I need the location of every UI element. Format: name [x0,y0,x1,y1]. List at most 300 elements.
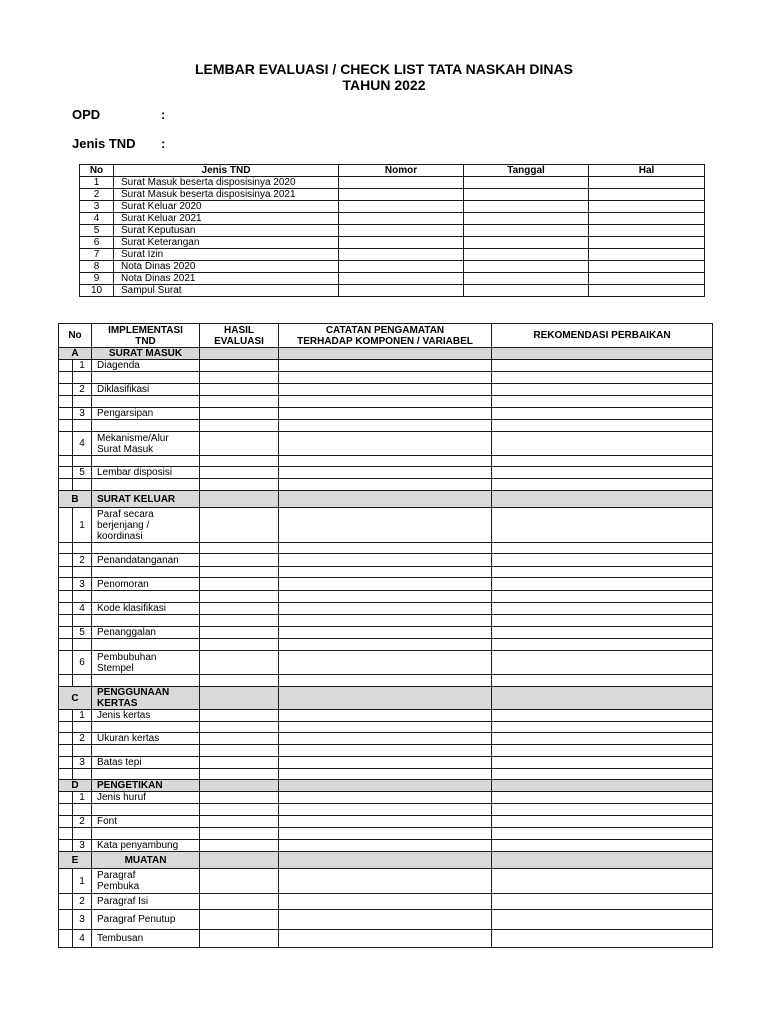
spacer-cell [200,479,279,491]
hasil-cell [200,792,279,804]
spacer-cell [492,804,713,816]
spacer-row [59,591,713,603]
catatan-cell [279,869,492,894]
item-row [59,603,713,615]
tnd-row [80,213,705,225]
item-indent-cell [59,408,73,420]
tnd-row [80,237,705,249]
tnd-tanggal-cell [464,273,589,285]
spacer-cell [92,543,200,554]
tnd-nomor-cell [339,225,464,237]
spacer-cell [92,615,200,627]
catatan-cell [279,360,492,372]
spacer-row [59,396,713,408]
catatan-cell [279,578,492,591]
eval-header-no: No [59,324,92,348]
item-label: Lembar disposisi [92,467,200,479]
rekomendasi-cell [492,384,713,396]
tnd-no: 2 [80,189,114,201]
item-number: 1 [73,710,92,722]
spacer-cell [279,769,492,780]
jenis-tnd-colon: : [161,136,166,151]
catatan-cell [279,816,492,828]
spacer-cell [92,722,200,733]
tnd-hal-cell [589,201,705,213]
item-number: 1 [73,508,92,543]
document-title: LEMBAR EVALUASI / CHECK LIST TATA NASKAH DINAS [195,61,573,77]
tnd-hal-cell [589,261,705,273]
catatan-cell [279,840,492,852]
evaluation-table [58,323,713,948]
jenis-tnd-label: Jenis TND [72,136,136,151]
item-label: Tembusan [92,930,200,948]
item-indent-cell [59,733,73,745]
spacer-cell [59,675,73,687]
section-letter: E [59,852,92,869]
eval-header-rekomendasi: REKOMENDASI PERBAIKAN [492,324,713,348]
spacer-cell [279,396,492,408]
spacer-cell [200,769,279,780]
rekomendasi-cell [492,554,713,567]
tnd-jenis: Surat Keputusan [114,225,339,237]
eval-header-row [59,324,713,348]
spacer-cell [59,567,73,578]
section-title: PENGETIKAN [92,780,200,792]
section-title: PENGGUNAAN KERTAS [92,687,200,710]
item-row [59,840,713,852]
spacer-cell [73,769,92,780]
spacer-cell [200,615,279,627]
jenis-tnd-table [79,164,705,297]
tnd-no: 9 [80,273,114,285]
item-row [59,869,713,894]
catatan-cell [279,627,492,639]
spacer-cell [200,543,279,554]
spacer-cell [59,745,73,757]
tnd-tanggal-cell [464,177,589,189]
spacer-cell [492,769,713,780]
spacer-cell [492,456,713,467]
item-row [59,508,713,543]
tnd-hal-cell [589,213,705,225]
item-number: 5 [73,467,92,479]
tnd-hal-cell [589,249,705,261]
hasil-cell [200,508,279,543]
tnd-jenis: Sampul Surat [114,285,339,297]
spacer-cell [59,828,73,840]
spacer-cell [492,543,713,554]
tnd-nomor-cell [339,261,464,273]
tnd-no: 10 [80,285,114,297]
tnd-row [80,261,705,273]
item-number: 3 [73,578,92,591]
tnd-no: 1 [80,177,114,189]
spacer-cell [59,543,73,554]
item-label: Jenis kertas [92,710,200,722]
spacer-cell [492,828,713,840]
spacer-cell [279,745,492,757]
section-hasil-cell [200,780,279,792]
tnd-tanggal-cell [464,213,589,225]
section-row-d [59,780,713,792]
tnd-hal-cell [589,285,705,297]
item-number: 3 [73,910,92,930]
item-row [59,554,713,567]
tnd-no: 4 [80,213,114,225]
tnd-jenis: Surat Keterangan [114,237,339,249]
spacer-row [59,769,713,780]
item-label: Mekanisme/Alur Surat Masuk [92,432,200,456]
item-indent-cell [59,930,73,948]
item-indent-cell [59,757,73,769]
item-label: Diagenda [92,360,200,372]
item-number: 2 [73,816,92,828]
section-catatan-cell [279,852,492,869]
rekomendasi-cell [492,757,713,769]
catatan-cell [279,792,492,804]
spacer-cell [200,372,279,384]
catatan-cell [279,554,492,567]
spacer-cell [73,722,92,733]
tnd-hal-cell [589,177,705,189]
spacer-cell [73,396,92,408]
section-hasil-cell [200,348,279,360]
spacer-row [59,372,713,384]
hasil-cell [200,816,279,828]
spacer-cell [59,456,73,467]
spacer-cell [59,396,73,408]
spacer-cell [200,639,279,651]
item-number: 2 [73,384,92,396]
tnd-row [80,285,705,297]
spacer-row [59,615,713,627]
catatan-cell [279,508,492,543]
tnd-hal-cell [589,189,705,201]
item-label: Kata penyambung [92,840,200,852]
hasil-cell [200,733,279,745]
rekomendasi-cell [492,508,713,543]
rekomendasi-cell [492,869,713,894]
item-indent-cell [59,508,73,543]
spacer-cell [279,675,492,687]
catatan-cell [279,733,492,745]
hasil-cell [200,910,279,930]
rekomendasi-cell [492,627,713,639]
item-label: Penandatanganan [92,554,200,567]
tnd-nomor-cell [339,273,464,285]
spacer-cell [279,479,492,491]
item-row [59,894,713,910]
spacer-cell [73,567,92,578]
spacer-cell [59,615,73,627]
spacer-cell [492,591,713,603]
tnd-no: 8 [80,261,114,273]
tnd-jenis: Surat Masuk beserta disposisinya 2020 [114,177,339,189]
tnd-header-no: No [80,165,114,177]
spacer-cell [492,396,713,408]
catatan-cell [279,710,492,722]
opd-label: OPD [72,107,101,122]
spacer-cell [200,456,279,467]
section-rekomendasi-cell [492,687,713,710]
spacer-cell [92,745,200,757]
tnd-tanggal-cell [464,237,589,249]
tnd-nomor-cell [339,177,464,189]
spacer-cell [279,567,492,578]
rekomendasi-cell [492,910,713,930]
item-label: Pengarsipan [92,408,200,420]
item-row [59,792,713,804]
item-indent-cell [59,840,73,852]
catatan-cell [279,467,492,479]
item-label: Paragraf Pembuka [92,869,200,894]
section-letter: A [59,348,92,360]
tnd-nomor-cell [339,213,464,225]
item-label: Jenis huruf [92,792,200,804]
item-number: 5 [73,627,92,639]
tnd-no: 5 [80,225,114,237]
spacer-cell [279,828,492,840]
hasil-cell [200,603,279,615]
section-row-b [59,491,713,508]
spacer-row [59,479,713,491]
spacer-cell [492,722,713,733]
hasil-cell [200,432,279,456]
item-indent-cell [59,360,73,372]
tnd-row [80,225,705,237]
spacer-cell [73,615,92,627]
item-row [59,710,713,722]
rekomendasi-cell [492,930,713,948]
rekomendasi-cell [492,733,713,745]
spacer-cell [279,804,492,816]
spacer-cell [279,639,492,651]
hasil-cell [200,408,279,420]
item-label: Pembubuhan Stempel [92,651,200,675]
item-number: 3 [73,757,92,769]
hasil-cell [200,757,279,769]
rekomendasi-cell [492,360,713,372]
spacer-cell [92,456,200,467]
spacer-cell [59,591,73,603]
hasil-cell [200,869,279,894]
tnd-tanggal-cell [464,261,589,273]
item-indent-cell [59,869,73,894]
spacer-cell [200,420,279,432]
item-row [59,733,713,745]
spacer-cell [73,828,92,840]
rekomendasi-cell [492,651,713,675]
spacer-cell [92,639,200,651]
tnd-tanggal-cell [464,201,589,213]
spacer-cell [279,722,492,733]
spacer-cell [200,567,279,578]
item-row [59,651,713,675]
item-row [59,432,713,456]
item-indent-cell [59,816,73,828]
spacer-cell [492,479,713,491]
item-indent-cell [59,627,73,639]
item-indent-cell [59,651,73,675]
section-rekomendasi-cell [492,780,713,792]
spacer-cell [492,639,713,651]
item-label: Paraf secara berjenjang / koordinasi [92,508,200,543]
item-number: 2 [73,554,92,567]
spacer-cell [279,543,492,554]
item-label: Penomoran [92,578,200,591]
tnd-hal-cell [589,273,705,285]
spacer-cell [73,420,92,432]
tnd-jenis: Nota Dinas 2020 [114,261,339,273]
spacer-cell [92,675,200,687]
spacer-cell [59,722,73,733]
spacer-cell [92,828,200,840]
spacer-cell [59,804,73,816]
spacer-cell [279,420,492,432]
item-number: 4 [73,603,92,615]
item-row [59,578,713,591]
rekomendasi-cell [492,894,713,910]
item-label: Paragraf Penutup [92,910,200,930]
hasil-cell [200,554,279,567]
rekomendasi-cell [492,840,713,852]
spacer-cell [492,675,713,687]
spacer-cell [73,543,92,554]
tnd-header-nomor: Nomor [339,165,464,177]
spacer-row [59,804,713,816]
item-row [59,816,713,828]
section-row-c [59,687,713,710]
tnd-jenis: Surat Keluar 2021 [114,213,339,225]
tnd-header-jenis: Jenis TND [114,165,339,177]
item-indent-cell [59,554,73,567]
catatan-cell [279,894,492,910]
spacer-cell [200,591,279,603]
item-number: 2 [73,894,92,910]
rekomendasi-cell [492,603,713,615]
item-label: Penanggalan [92,627,200,639]
rekomendasi-cell [492,432,713,456]
spacer-cell [279,591,492,603]
section-rekomendasi-cell [492,491,713,508]
hasil-cell [200,384,279,396]
tnd-jenis: Surat Keluar 2020 [114,201,339,213]
tnd-nomor-cell [339,189,464,201]
tnd-row [80,249,705,261]
tnd-row [80,189,705,201]
hasil-cell [200,467,279,479]
item-row [59,360,713,372]
tnd-jenis: Surat Izin [114,249,339,261]
spacer-cell [59,639,73,651]
hasil-cell [200,710,279,722]
tnd-row [80,201,705,213]
spacer-row [59,639,713,651]
item-label: Font [92,816,200,828]
spacer-cell [92,769,200,780]
tnd-tanggal-cell [464,249,589,261]
spacer-cell [92,372,200,384]
spacer-cell [92,804,200,816]
item-label: Ukuran kertas [92,733,200,745]
spacer-cell [92,591,200,603]
tnd-header-tanggal: Tanggal [464,165,589,177]
section-row-a [59,348,713,360]
section-hasil-cell [200,687,279,710]
spacer-cell [492,567,713,578]
spacer-row [59,543,713,554]
item-row [59,757,713,769]
spacer-row [59,675,713,687]
section-catatan-cell [279,780,492,792]
rekomendasi-cell [492,710,713,722]
spacer-cell [92,567,200,578]
spacer-cell [492,615,713,627]
section-letter: B [59,491,92,508]
spacer-cell [59,479,73,491]
rekomendasi-cell [492,467,713,479]
catatan-cell [279,930,492,948]
tnd-nomor-cell [339,237,464,249]
catatan-cell [279,910,492,930]
section-letter: C [59,687,92,710]
hasil-cell [200,651,279,675]
hasil-cell [200,894,279,910]
section-title: SURAT MASUK [92,348,200,360]
item-number: 1 [73,792,92,804]
eval-header-hasil: HASIL EVALUASI [200,324,279,348]
tnd-header-row [80,165,705,177]
tnd-no: 7 [80,249,114,261]
spacer-cell [492,745,713,757]
eval-header-implementasi: IMPLEMENTASI TND [92,324,200,348]
catatan-cell [279,757,492,769]
spacer-row [59,722,713,733]
opd-colon: : [161,107,166,122]
tnd-nomor-cell [339,285,464,297]
rekomendasi-cell [492,816,713,828]
tnd-tanggal-cell [464,285,589,297]
section-hasil-cell [200,852,279,869]
spacer-cell [92,479,200,491]
tnd-header-hal: Hal [589,165,705,177]
spacer-cell [200,396,279,408]
item-indent-cell [59,910,73,930]
item-indent-cell [59,894,73,910]
item-row [59,930,713,948]
hasil-cell [200,840,279,852]
item-indent-cell [59,432,73,456]
spacer-row [59,745,713,757]
tnd-jenis: Nota Dinas 2021 [114,273,339,285]
catatan-cell [279,408,492,420]
item-number: 3 [73,408,92,420]
spacer-cell [73,639,92,651]
item-row [59,627,713,639]
spacer-cell [279,372,492,384]
item-indent-cell [59,792,73,804]
spacer-cell [73,479,92,491]
section-title: MUATAN [92,852,200,869]
rekomendasi-cell [492,578,713,591]
section-rekomendasi-cell [492,348,713,360]
item-number: 1 [73,869,92,894]
tnd-tanggal-cell [464,189,589,201]
section-catatan-cell [279,687,492,710]
catatan-cell [279,432,492,456]
spacer-cell [73,804,92,816]
item-number: 6 [73,651,92,675]
